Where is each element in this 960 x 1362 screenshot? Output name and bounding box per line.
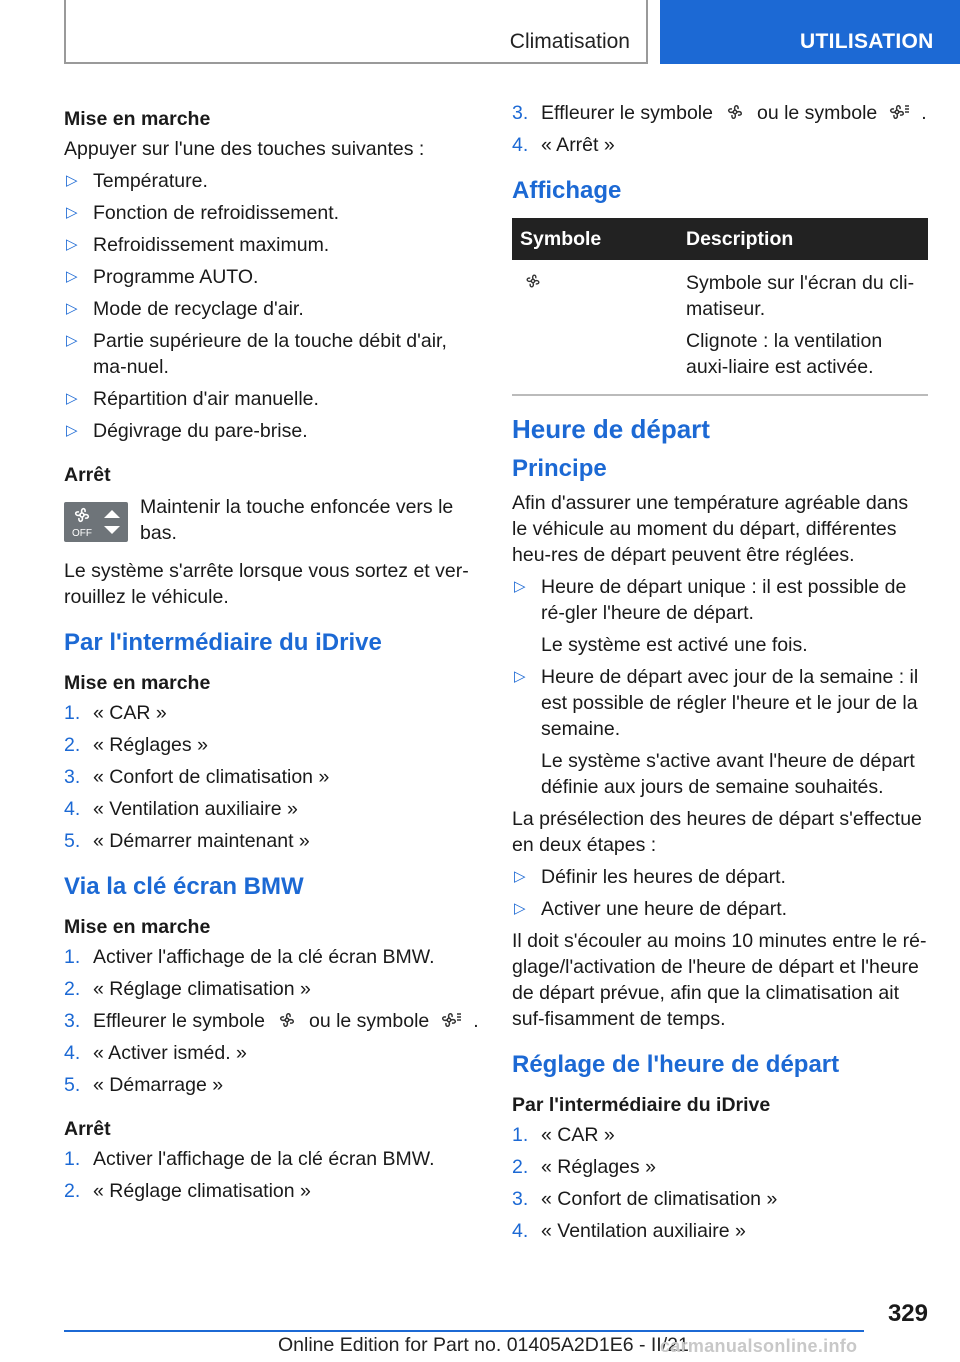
list-item: 1. Activer l'affichage de la clé écran BMW. bbox=[64, 1148, 435, 1170]
list-item: 4. « Ventilation auxiliaire » bbox=[512, 1220, 746, 1242]
list-item-text: Répartition d'air manuelle. bbox=[93, 388, 319, 410]
left-column bbox=[64, 100, 484, 1210]
list-item-text: ou le symbole bbox=[308, 1010, 430, 1032]
list-item-text: Programme AUTO. bbox=[93, 266, 259, 288]
list-item-text: Dégivrage du pare-brise. bbox=[93, 420, 308, 442]
list-item-text: Heure de départ unique : il est possible de ré-gler l'heure de départ. bbox=[541, 576, 907, 624]
list-item: 4. « Arrêt » bbox=[512, 134, 615, 156]
table-header-symbol: Symbole bbox=[512, 218, 678, 260]
list-item: 2. « Réglages » bbox=[64, 734, 208, 756]
fan-off-graphic bbox=[64, 502, 128, 542]
fan-auto-icon bbox=[885, 101, 913, 123]
list-item: 2. « Réglage climatisation » bbox=[64, 978, 311, 1000]
list-item-text: Fonction de refroidissement. bbox=[93, 202, 340, 224]
list-item-text: Définir les heures de départ. bbox=[541, 866, 786, 888]
list-item-text: Mode de recyclage d'air. bbox=[93, 298, 304, 320]
bullet-triangle-icon: ▷ bbox=[514, 868, 526, 885]
bullet-triangle-icon: ▷ bbox=[66, 390, 78, 407]
section-title: Mise en marche bbox=[64, 916, 211, 938]
section-heading: Principe bbox=[512, 455, 607, 482]
list-item-text: « Démarrage » bbox=[93, 1074, 224, 1096]
list-item: 2. « Réglages » bbox=[512, 1156, 656, 1178]
fan-icon bbox=[273, 1009, 301, 1031]
list-item-text: Activer l'affichage de la clé écran BMW. bbox=[93, 1148, 435, 1170]
footer-edition: Online Edition for Part no. 01405A2D1E6 - II/21 bbox=[278, 1334, 689, 1356]
list-item: 3. « Confort de climatisation » bbox=[64, 766, 330, 788]
list-item bbox=[512, 864, 928, 890]
numbered-list bbox=[64, 1146, 484, 1204]
numbered-list bbox=[512, 100, 928, 158]
list-item bbox=[64, 264, 484, 290]
list-item-subtext: Le système est activé une fois. bbox=[541, 634, 808, 656]
bullet-triangle-icon: ▷ bbox=[66, 172, 78, 189]
list-item-subtext: Le système s'active avant l'heure de départ définie aux jours de semaine souhaités. bbox=[541, 750, 915, 798]
page-number: 329 bbox=[887, 1300, 928, 1327]
symbol-table bbox=[512, 218, 928, 396]
list-item-text: ou le symbole bbox=[756, 102, 878, 124]
list-item-text: Activer une heure de départ. bbox=[541, 898, 788, 920]
bullet-triangle-icon: ▷ bbox=[514, 900, 526, 917]
paragraph: Appuyer sur l'une des touches suivantes : bbox=[64, 138, 425, 160]
paragraph: Maintenir la touche enfoncée vers le bas. bbox=[140, 496, 454, 544]
list-item bbox=[64, 168, 484, 194]
list-item-text: Refroidissement maximum. bbox=[93, 234, 330, 256]
list-item bbox=[64, 232, 484, 258]
paragraph: Le système s'arrête lorsque vous sortez et ver-rouillez le véhicule. bbox=[64, 560, 469, 608]
section-title: Arrêt bbox=[64, 1118, 111, 1140]
list-item: 1. « CAR » bbox=[512, 1124, 615, 1146]
paragraph: Afin d'assurer une température agréable dans le véhicule au moment du départ, différentes heu-res de départ peuvent être réglées. bbox=[512, 492, 909, 566]
fan-icon bbox=[520, 270, 546, 292]
header-tab[interactable] bbox=[660, 0, 960, 64]
stop-block bbox=[64, 494, 484, 546]
paragraph: Il doit s'écouler au moins 10 minutes entre le ré-glage/l'activation de l'heure de départ et l'heure de départ prévue, afin que la climatisation ait suf-fisamment de temps. bbox=[512, 930, 927, 1030]
table-header-row bbox=[512, 218, 928, 260]
section-heading: Via la clé écran BMW bbox=[64, 873, 304, 900]
list-item: 2. « Réglage climatisation » bbox=[64, 1180, 311, 1202]
section-title: Mise en marche bbox=[64, 672, 211, 694]
list-item: 5. « Démarrage » bbox=[64, 1074, 224, 1096]
list-item bbox=[512, 896, 928, 922]
table-cell-symbol bbox=[512, 260, 678, 395]
numbered-list bbox=[64, 944, 484, 1098]
list-item: 4. « Ventilation auxiliaire » bbox=[64, 798, 298, 820]
cell-paragraph: Symbole sur l'écran du cli-matiseur. bbox=[686, 272, 915, 320]
section-title: Arrêt bbox=[64, 464, 111, 486]
list-item bbox=[512, 574, 928, 658]
bullet-triangle-icon: ▷ bbox=[66, 332, 78, 349]
bullet-triangle-icon: ▷ bbox=[66, 422, 78, 439]
paragraph: La présélection des heures de départ s'effectue en deux étapes : bbox=[512, 808, 922, 856]
bullet-list bbox=[512, 864, 928, 922]
bullet-list bbox=[64, 168, 484, 444]
list-item-text: . bbox=[473, 1010, 479, 1032]
section-title: Par l'intermédiaire du iDrive bbox=[512, 1094, 771, 1116]
list-item-text: « Confort de climatisation » bbox=[541, 1188, 778, 1210]
section-heading: Réglage de l'heure de départ bbox=[512, 1051, 840, 1078]
list-item bbox=[64, 200, 484, 226]
list-item-text: Effleurer le symbole bbox=[93, 1010, 265, 1032]
right-column bbox=[512, 100, 928, 1250]
list-item: 3. « Confort de climatisation » bbox=[512, 1188, 778, 1210]
list-item bbox=[64, 386, 484, 412]
numbered-list bbox=[64, 700, 484, 854]
list-item bbox=[512, 664, 928, 800]
list-item bbox=[64, 418, 484, 444]
list-item-text: « Activer isméd. » bbox=[93, 1042, 247, 1064]
list-item bbox=[64, 328, 484, 380]
bullet-triangle-icon: ▷ bbox=[514, 668, 526, 685]
fan-auto-icon bbox=[437, 1009, 465, 1031]
list-item: 5. « Démarrer maintenant » bbox=[64, 830, 310, 852]
watermark: carmanualsonline.info bbox=[660, 1336, 858, 1356]
chapter-heading: Heure de départ bbox=[512, 414, 710, 444]
list-item: 1. « CAR » bbox=[64, 702, 167, 724]
table-cell-description bbox=[678, 260, 928, 395]
section-title: Mise en marche bbox=[64, 108, 211, 130]
list-item: 3. Effleurer le symbole ou le symbole . bbox=[512, 102, 927, 124]
list-item-text: Effleurer le symbole bbox=[541, 102, 713, 124]
list-item-text: « Arrêt » bbox=[541, 134, 615, 156]
header-title: Climatisation bbox=[509, 30, 630, 53]
table-header-description: Description bbox=[678, 218, 928, 260]
list-item: 3. Effleurer le symbole ou le symbole . bbox=[64, 1010, 479, 1032]
list-item-text: « Démarrer maintenant » bbox=[93, 830, 310, 852]
numbered-list bbox=[512, 1122, 928, 1244]
list-item-text: « Ventilation auxiliaire » bbox=[541, 1220, 746, 1242]
list-item-text: « CAR » bbox=[93, 702, 167, 724]
off-label: OFF bbox=[72, 528, 92, 539]
header-tab-label: UTILISATION bbox=[800, 30, 934, 53]
cell-paragraph: Clignote : la ventilation auxi-liaire est activée. bbox=[686, 330, 883, 378]
list-item bbox=[64, 296, 484, 322]
list-item-text: « Réglages » bbox=[541, 1156, 656, 1178]
list-item-text: Heure de départ avec jour de la semaine : il est possible de régler l'heure et le jour de la semaine. bbox=[541, 666, 919, 740]
fan-icon bbox=[721, 101, 749, 123]
list-item-text: « Réglage climatisation » bbox=[93, 978, 311, 1000]
list-item-text: Température. bbox=[93, 170, 208, 192]
bullet-triangle-icon: ▷ bbox=[66, 204, 78, 221]
fan-off-icon bbox=[64, 502, 128, 542]
header-box bbox=[64, 0, 648, 64]
list-item: 1. Activer l'affichage de la clé écran BMW. bbox=[64, 946, 435, 968]
list-item-text: . bbox=[921, 102, 927, 124]
list-item: 4. « Activer isméd. » bbox=[64, 1042, 247, 1064]
list-item-text: Partie supérieure de la touche débit d'air, ma-nuel. bbox=[93, 330, 447, 378]
list-item-text: « CAR » bbox=[541, 1124, 615, 1146]
footer-divider bbox=[64, 1330, 864, 1332]
list-item-text: « Ventilation auxiliaire » bbox=[93, 798, 298, 820]
bullet-triangle-icon: ▷ bbox=[66, 268, 78, 285]
list-item-text: Activer l'affichage de la clé écran BMW. bbox=[93, 946, 435, 968]
bullet-list bbox=[512, 574, 928, 800]
section-heading: Affichage bbox=[512, 177, 622, 204]
list-item-text: « Réglage climatisation » bbox=[93, 1180, 311, 1202]
bullet-triangle-icon: ▷ bbox=[514, 578, 526, 595]
section-heading: Par l'intermédiaire du iDrive bbox=[64, 629, 382, 656]
bullet-triangle-icon: ▷ bbox=[66, 300, 78, 317]
bullet-triangle-icon: ▷ bbox=[66, 236, 78, 253]
table-row bbox=[512, 260, 928, 395]
list-item-text: « Réglages » bbox=[93, 734, 208, 756]
list-item-text: « Confort de climatisation » bbox=[93, 766, 330, 788]
